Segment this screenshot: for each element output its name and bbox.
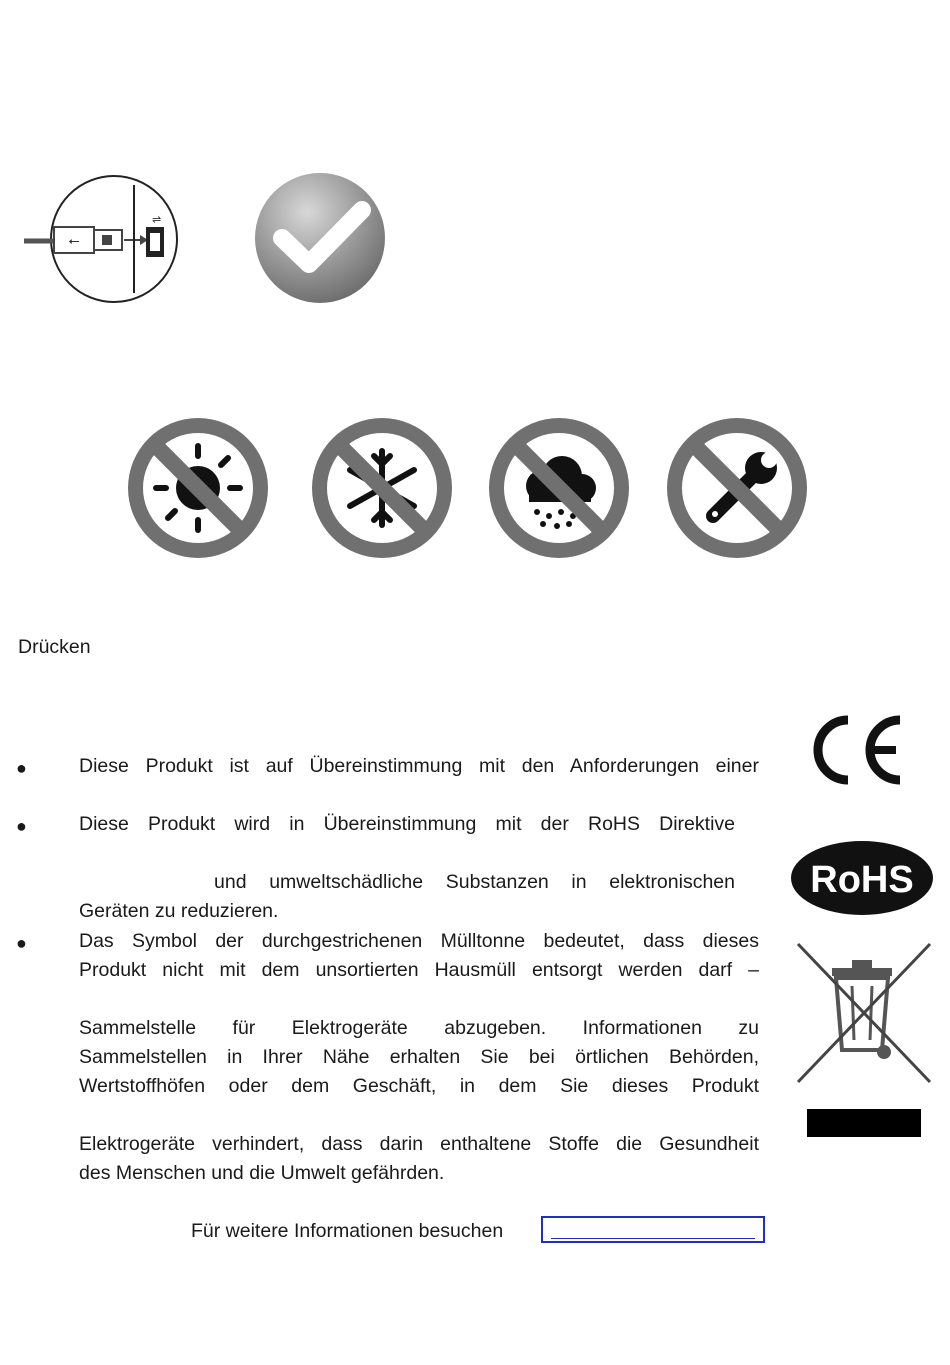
usb-connect-icon xyxy=(24,175,184,305)
rohs-logo-icon xyxy=(790,840,936,918)
bullet-rohs: ● xyxy=(16,816,27,836)
weee-black-bar xyxy=(807,1109,921,1137)
bullet-weee-line-6: Elektrogeräte verhindert, dass darin enthaltene Stoffe die Gesundheit xyxy=(79,1133,759,1155)
bullet-rohs-line-1: Diese Produkt wird in Übereinstimmung mit der RoHS Direktive xyxy=(79,813,735,835)
svg-text:⇌: ⇌ xyxy=(152,213,162,226)
ce-mark-icon xyxy=(808,714,908,786)
press-heading: Drücken xyxy=(18,636,91,658)
checkmark-icon xyxy=(254,172,396,308)
no-rain-icon xyxy=(487,416,635,564)
bullet-rohs-line-3: Geräten zu reduzieren. xyxy=(79,900,279,922)
bullet-weee-line-7: des Menschen und die Umwelt gefährden. xyxy=(79,1162,445,1184)
no-frost-icon xyxy=(310,416,458,564)
svg-text:RoHS: RoHS xyxy=(810,859,914,901)
bullet-weee-line-1: Das Symbol der durchgestrichenen Mülltonne bedeutet, dass dieses xyxy=(79,930,759,952)
bullet-weee-line-3: Sammelstelle für Elektrogeräte abzugeben. Informationen zu xyxy=(79,1017,759,1039)
no-heat-icon xyxy=(126,416,274,564)
svg-text:⭠: ⭠ xyxy=(68,233,80,249)
crossed-bin-icon xyxy=(794,940,934,1086)
bullet-ce-line-1: Diese Produkt ist auf Übereinstimmung mit den Anforderungen einer xyxy=(79,755,759,777)
bullet-rohs-line-2: und umweltschädliche Substanzen in elektronischen xyxy=(214,871,735,893)
website-link[interactable] xyxy=(541,1216,765,1243)
bullet-weee-line-2: Produkt nicht mit dem unsortierten Hausmüll entsorgt werden darf – xyxy=(79,959,759,981)
more-info-text: Für weitere Informationen besuchen xyxy=(191,1220,504,1242)
bullet-ce: ● xyxy=(16,758,27,778)
bullet-weee: ● xyxy=(16,933,27,953)
bullet-weee-line-5: Wertstoffhöfen oder dem Geschäft, in dem Sie dieses Produkt xyxy=(79,1075,759,1097)
bullet-weee-line-4: Sammelstellen in Ihrer Nähe erhalten Sie bei örtlichen Behörden, xyxy=(79,1046,759,1068)
no-repair-icon xyxy=(665,416,813,564)
